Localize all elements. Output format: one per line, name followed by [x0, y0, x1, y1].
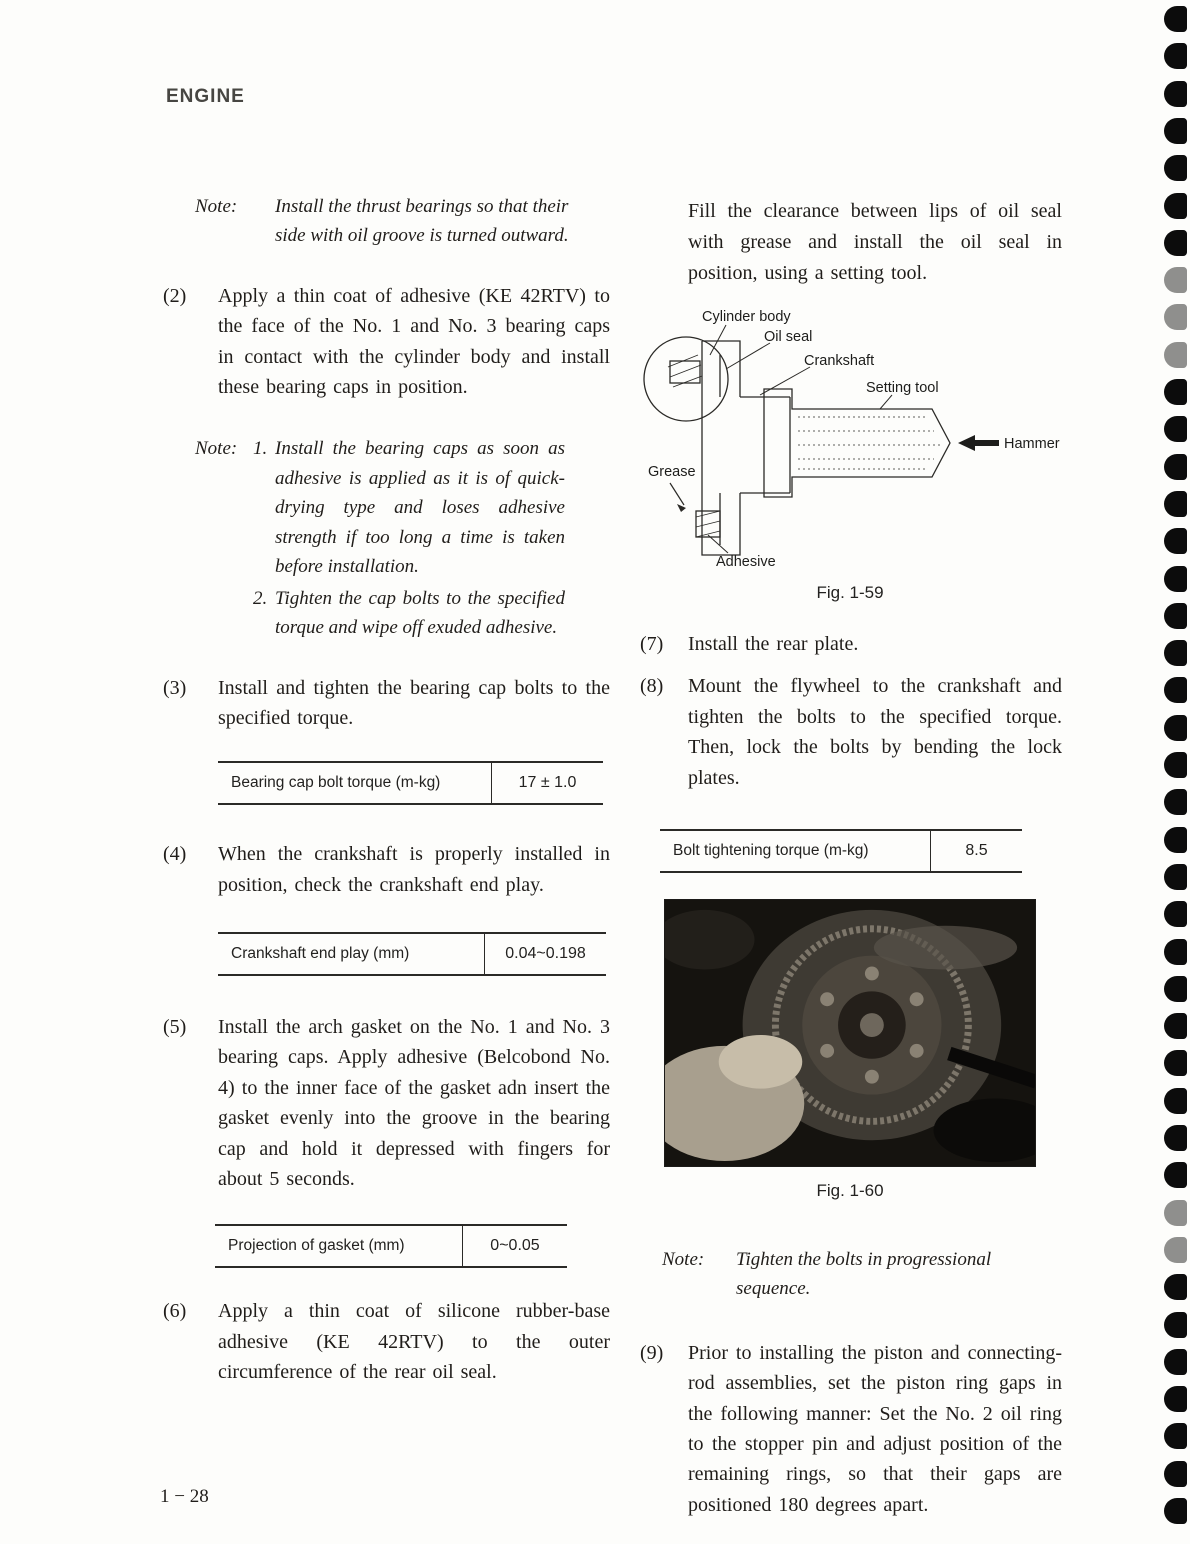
step-number: (2): [163, 284, 187, 307]
binding-hole-mark: [1164, 1200, 1187, 1226]
step-number: (8): [640, 675, 664, 698]
note-bearing-caps: [163, 434, 610, 642]
spec-value: 17 ± 1.0: [491, 763, 603, 803]
step-number: (3): [163, 676, 187, 699]
binding-hole-mark: [1164, 1498, 1187, 1524]
binding-hole-mark: [1164, 81, 1187, 107]
binding-hole-mark: [1164, 1274, 1187, 1300]
binding-hole-mark: [1164, 304, 1187, 330]
binding-hole-mark: [1164, 1162, 1187, 1188]
binding-hole-mark: [1164, 864, 1187, 890]
binding-hole-mark: [1164, 603, 1187, 629]
flywheel-photo-illustration: [665, 900, 1035, 1166]
binding-hole-mark: [1164, 6, 1187, 32]
spec-label: Crankshaft end play (mm): [231, 945, 410, 963]
binding-hole-mark: [1164, 1312, 1187, 1338]
binding-hole-mark: [1164, 901, 1187, 927]
note-item-text: Tighten the cap bolts to the specified torque and wipe off exuded adhesive.: [275, 587, 565, 639]
figure-1-59: [640, 303, 1062, 603]
binding-hole-mark: [1164, 1125, 1187, 1151]
label-oil-seal: Oil seal: [764, 329, 813, 345]
step-text: Apply a thin coat of adhesive (KE 42RTV) to the face of the No. 1 and No. 3 bearing caps in contact with the cylinder body and install these bearing caps in position.: [218, 284, 610, 399]
spec-table-bearing-cap-bolt-torque: [218, 761, 603, 805]
step-text: Install the rear plate.: [688, 633, 859, 655]
binding-hole-mark: [1164, 1386, 1187, 1412]
note-thrust-bearings: [163, 192, 610, 251]
step-6: [163, 1296, 610, 1387]
note-list-item: [253, 434, 565, 581]
note-progressional-sequence: [640, 1245, 1062, 1304]
step-5: [163, 1012, 610, 1194]
step-text: Apply a thin coat of silicone rubber-base adhesive (KE 42RTV) to the outer circumference of the rear oil seal.: [218, 1300, 610, 1384]
binding-hole-mark: [1164, 193, 1187, 219]
spec-table-crankshaft-end-play: [218, 932, 606, 976]
step-7: [640, 629, 1062, 659]
note-label: Note:: [662, 1248, 705, 1270]
oil-seal-installation-diagram: [640, 303, 1060, 581]
step-number: (4): [163, 843, 187, 866]
label-cylinder-body: Cylinder body: [702, 309, 791, 325]
step-number: (6): [163, 1300, 187, 1323]
note-item-number: 2.: [253, 587, 268, 609]
binding-hole-mark: [1164, 267, 1187, 293]
binding-hole-mark: [1164, 454, 1187, 480]
detail-circle: [644, 337, 728, 421]
spec-label: Bearing cap bolt torque (m-kg): [231, 774, 441, 792]
oil-seal-paragraph: Fill the clearance between lips of oil seal with grease and install the oil seal in position, using a setting tool.: [688, 200, 1062, 284]
step-text: Install and tighten the bearing cap bolts to the specified torque.: [218, 676, 610, 729]
binding-hole-mark: [1164, 43, 1187, 69]
figure-caption: Fig. 1-60: [816, 1180, 884, 1200]
binding-hole-mark: [1164, 491, 1187, 517]
binding-hole-mark: [1164, 528, 1187, 554]
label-crankshaft: Crankshaft: [804, 353, 875, 369]
binding-hole-mark: [1164, 640, 1187, 666]
binding-hole-mark: [1164, 1050, 1187, 1076]
spec-table-bolt-tightening-torque: [660, 829, 1022, 873]
figure-1-60-photo: [664, 899, 1036, 1167]
binding-hole-mark: [1164, 230, 1187, 256]
binding-hole-mark: [1164, 1088, 1187, 1114]
step-9: [640, 1338, 1062, 1520]
step-number: (9): [640, 1341, 664, 1364]
step-8: [640, 671, 1062, 793]
binding-hole-mark: [1164, 752, 1187, 778]
note-list: [253, 434, 565, 642]
binding-hole-mark: [1164, 379, 1187, 405]
step-text: Mount the flywheel to the crankshaft and tighten the bolts to the specified torque. Then, lock the bolts by bending the lock plates.: [688, 675, 1062, 789]
binding-hole-mark: [1164, 1423, 1187, 1449]
label-adhesive: Adhesive: [716, 554, 776, 570]
binding-hole-mark: [1164, 155, 1187, 181]
step-4: [163, 839, 610, 900]
spec-label: Bolt tightening torque (m-kg): [673, 841, 869, 859]
binding-hole-mark: [1164, 342, 1187, 368]
spec-value: 0.04~0.198: [484, 934, 606, 974]
spec-table-gasket-projection: [215, 1224, 567, 1268]
step-text: Install the arch gasket on the No. 1 and No. 3 bearing caps. Apply adhesive (Belcobond No. 4) to the inner face of the gasket adn insert the gasket evenly into the groove in the bearing cap and hold it depressed with fingers for about 5 seconds.: [218, 1016, 610, 1191]
step-number: (7): [640, 633, 664, 655]
note-label: Note:: [195, 438, 238, 460]
binding-hole-mark: [1164, 1349, 1187, 1375]
note-item-number: 1.: [253, 438, 268, 460]
note-item-text: Install the bearing caps as soon as adhesive is applied as it is of quick-drying type and loses adhesive strength if too long a time is taken before installation.: [275, 438, 565, 578]
label-setting-tool: Setting tool: [866, 380, 939, 396]
binding-hole-mark: [1164, 827, 1187, 853]
page-header: ENGINE: [166, 86, 245, 107]
binding-marks-column: [1154, 0, 1190, 1544]
note-text: Install the thrust bearings so that their side with oil groove is turned outward.: [275, 196, 569, 247]
binding-hole-mark: [1164, 939, 1187, 965]
step-2: [163, 281, 610, 403]
label-grease: Grease: [648, 464, 696, 480]
binding-hole-mark: [1164, 789, 1187, 815]
figure-caption: Fig. 1-59: [816, 583, 884, 602]
binding-hole-mark: [1164, 715, 1187, 741]
binding-hole-mark: [1164, 976, 1187, 1002]
spec-label: Projection of gasket (mm): [228, 1237, 405, 1255]
right-column: [640, 196, 1062, 1520]
binding-hole-mark: [1164, 1461, 1187, 1487]
binding-hole-mark: [1164, 1237, 1187, 1263]
left-column: [163, 192, 610, 1388]
step-text: Prior to installing the piston and connecting-rod assemblies, set the piston ring gaps in the following manner: Set the No. 2 oil ring to the stopper pin and adjust position of the remaining rings, so that their gaps are positioned 180 degrees apart.: [688, 1341, 1062, 1516]
note-list-item: [253, 584, 565, 643]
binding-hole-mark: [1164, 1013, 1187, 1039]
binding-hole-mark: [1164, 566, 1187, 592]
spec-value: 8.5: [930, 831, 1022, 871]
hammer-arrow-icon: [958, 435, 999, 451]
note-label: Note:: [195, 196, 238, 217]
page-number: 1 − 28: [160, 1486, 209, 1507]
step-number: (5): [163, 1016, 187, 1039]
spec-value: 0~0.05: [462, 1226, 567, 1266]
binding-hole-mark: [1164, 677, 1187, 703]
step-text: When the crankshaft is properly installed in position, check the crankshaft end play.: [218, 843, 610, 896]
label-hammer: Hammer: [1004, 436, 1060, 452]
note-text: Tighten the bolts in progressional sequence.: [736, 1248, 992, 1300]
grease-arrow-icon: [677, 504, 686, 512]
binding-hole-mark: [1164, 118, 1187, 144]
step-3: [163, 673, 610, 734]
binding-hole-mark: [1164, 416, 1187, 442]
